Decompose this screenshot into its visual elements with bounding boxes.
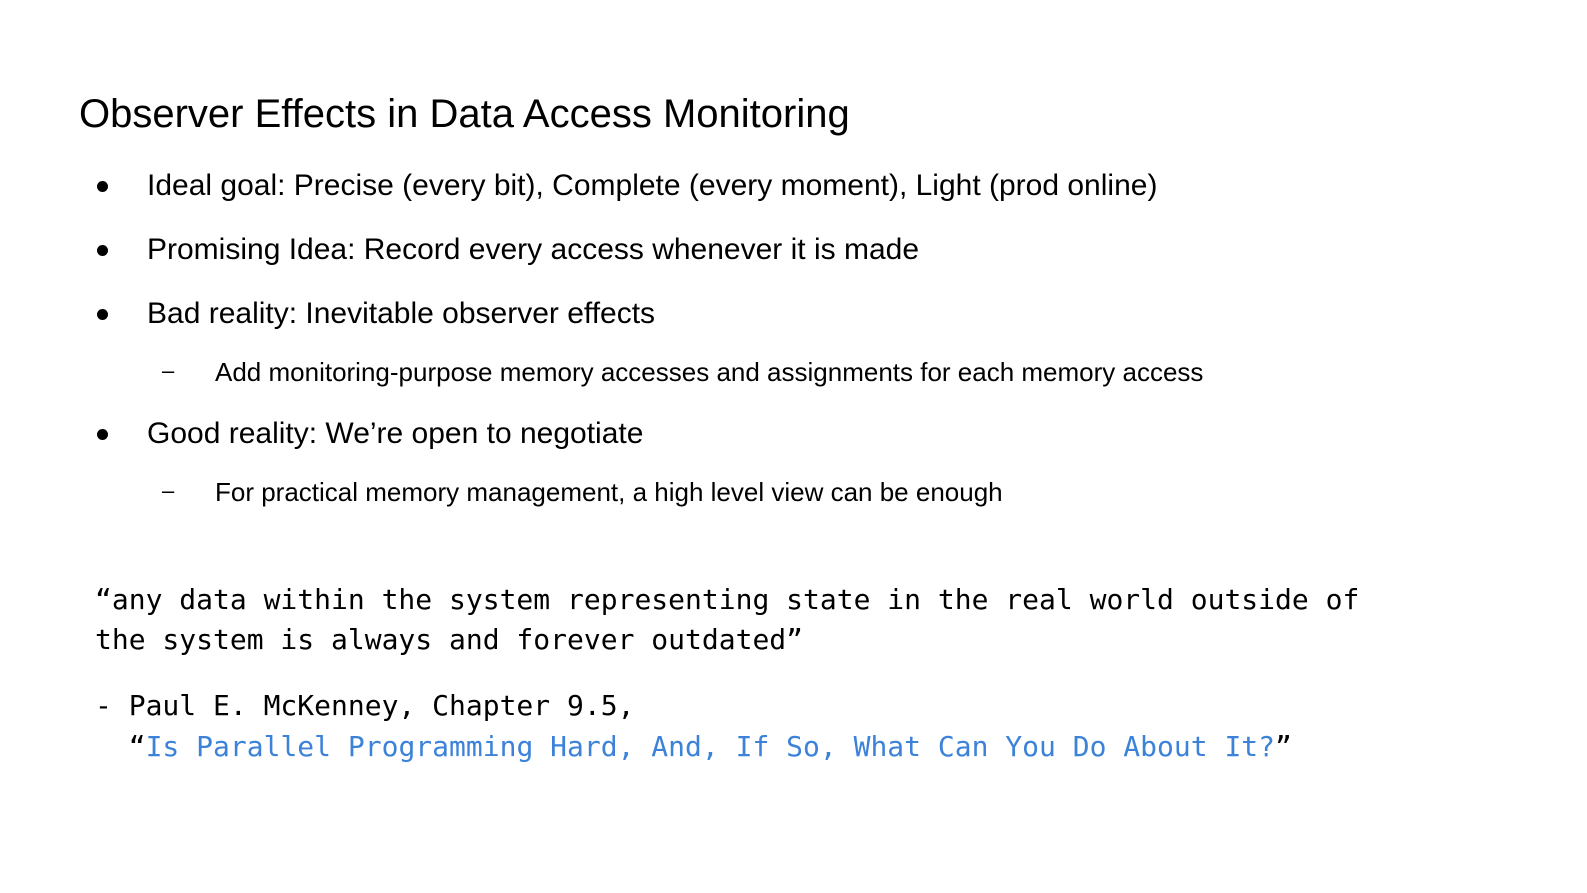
bullet-text: Promising Idea: Record every access whenever it is made xyxy=(147,233,920,266)
attribution-author: - Paul E. McKenney, Chapter 9.5, xyxy=(95,689,635,722)
bullet-text: Bad reality: Inevitable observer effects xyxy=(147,297,656,330)
attribution xyxy=(95,685,1292,767)
bullet-text: Ideal goal: Precise (every bit), Complete (every moment), Light (prod online) xyxy=(147,169,1158,202)
open-quote-mark: “ xyxy=(95,730,146,763)
sub-bullet-text: For practical memory management, a high level view can be enough xyxy=(215,477,1003,507)
book-title-link[interactable]: Is Parallel Programming Hard, And, If So, What Can You Do About It? xyxy=(145,730,1276,763)
slide-title: Observer Effects in Data Access Monitoring xyxy=(79,92,850,136)
sub-bullet-text: Add monitoring-purpose memory accesses and assignments for each memory access xyxy=(215,357,1204,387)
bullet-dot-icon xyxy=(97,181,108,192)
quote-line: the system is always and forever outdated” xyxy=(95,623,804,656)
bullet-dot-icon xyxy=(97,429,108,440)
quote-line: “any data within the system representing state in the real world outside of xyxy=(95,583,1360,616)
bullet-text: Good reality: We’re open to negotiate xyxy=(147,417,644,450)
bullet-dot-icon xyxy=(97,309,108,320)
dash-icon: – xyxy=(162,358,175,383)
close-quote-mark: ” xyxy=(1275,730,1292,763)
dash-icon: – xyxy=(162,478,175,503)
bullet-dot-icon xyxy=(97,245,108,256)
quote-block xyxy=(95,580,1359,660)
